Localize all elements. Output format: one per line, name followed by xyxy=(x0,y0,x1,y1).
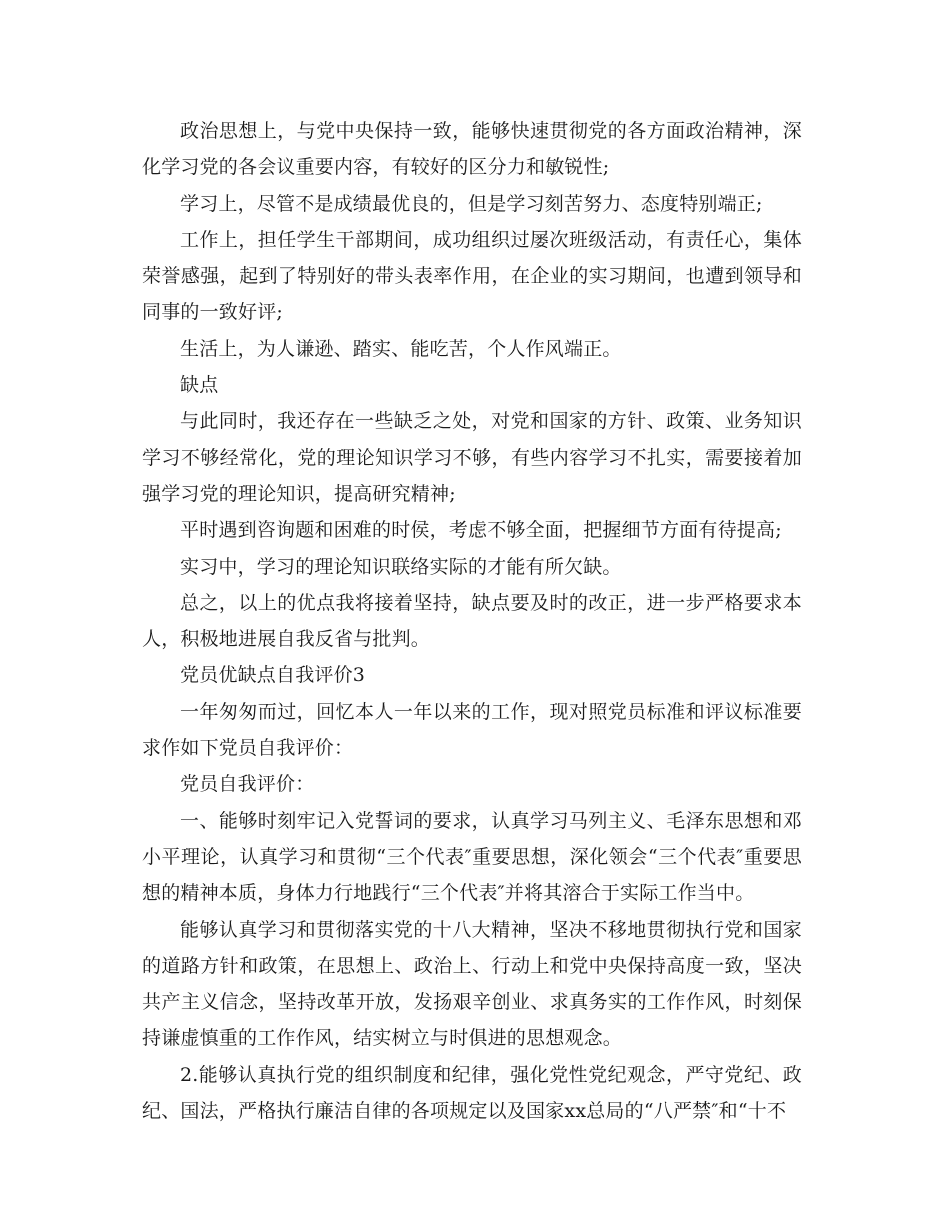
paragraph-shortcomings-internship: 实习中，学习的理论知识联络实际的才能有所欠缺。 xyxy=(180,555,622,578)
paragraph-year-review: 一年匆匆而过，回忆本人一年以来的工作，现对照党员标准和评议标准要求作如下党员自我评价： xyxy=(142,700,802,760)
paragraph-shortcomings-details: 平时遇到咨询题和困难的时侯，考虑不够全面，把握细节方面有待提高; xyxy=(180,519,782,542)
paragraph-conclusion: 总之，以上的优点我将接着坚持，缺点要及时的改正，进一步严格要求本人，积极地进展自我反省与批判。 xyxy=(142,591,802,651)
paragraph-eighteenth-congress: 能够认真学习和贯彻落实党的十八大精神，坚决不移地贯彻执行党和国家的道路方针和政策，在思想上、政治上、行动上和党中央保持高度一致，坚决共产主义信念，坚持改革开放，发扬艰辛创业、求真务实的工作作风，时刻保持谦虚慎重的工作作风，结实树立与时俱进的思想观念。 xyxy=(142,918,802,1050)
paragraph-study: 学习上，尽管不是成绩最优良的，但是学习刻苦努力、态度特别端正; xyxy=(180,192,763,215)
document-body xyxy=(142,113,802,1129)
paragraph-point-1: 一、能够时刻牢记入党誓词的要求，认真学习马列主义、毛泽东思想和邓小平理论，认真学习和贯彻“三个代表″重要思想，深化领会“三个代表″重要思想的精神本质，身体力行地践行“三个代表″并将其溶合于实际工作当中。 xyxy=(142,809,802,905)
section-heading-shortcomings: 缺点 xyxy=(180,374,219,397)
section-heading-self-evaluation: 党员自我评价： xyxy=(180,773,315,796)
paragraph-shortcomings-study: 与此同时，我还存在一些缺乏之处，对党和国家的方针、政策、业务知识学习不够经常化，党的理论知识学习不够，有些内容学习不扎实，需要接着加强学习党的理论知识，提高研究精神; xyxy=(142,410,802,505)
paragraph-political-thought: 政治思想上，与党中央保持一致，能够快速贯彻党的各方面政治精神，深化学习党的各会议重要内容，有较好的区分力和敏锐性; xyxy=(142,120,802,179)
section-heading-evaluation-3: 党员优缺点自我评价3 xyxy=(180,664,366,687)
paragraph-life: 生活上，为人谦逊、踏实、能吃苦，个人作风端正。 xyxy=(180,337,622,360)
paragraph-work: 工作上，担任学生干部期间，成功组织过屡次班级活动，有责任心，集体荣誉感强，起到了特别好的带头表率作用，在企业的实习期间，也遭到领导和同事的一致好评; xyxy=(142,228,802,324)
paragraph-point-2: 2.能够认真执行党的组织制度和纪律，强化党性党纪观念，严守党纪、政纪、国法，严格执行廉洁自律的各项规定以及国家xx总局的“八严禁″和“十不 xyxy=(142,1063,802,1123)
